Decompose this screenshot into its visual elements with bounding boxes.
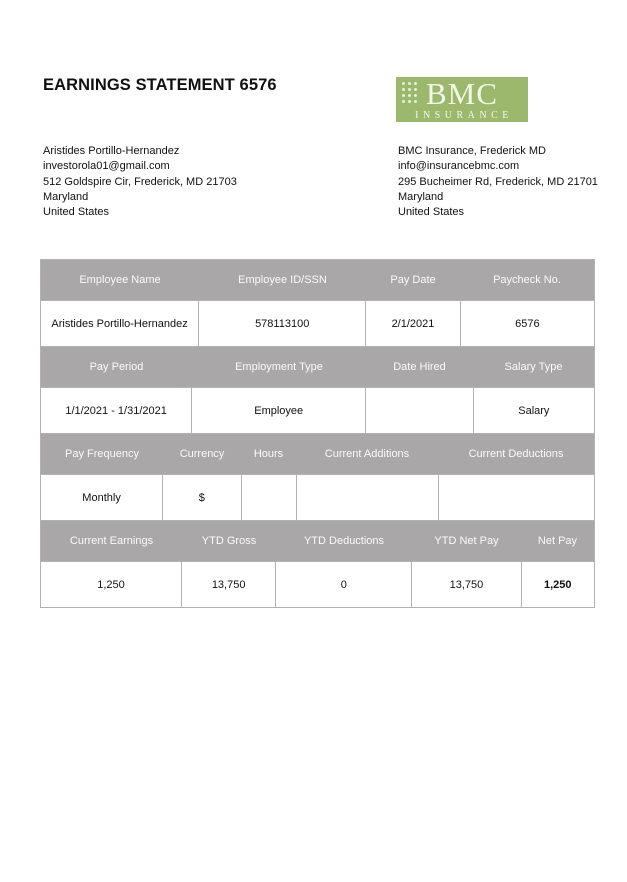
cell-net-pay: 1,250 [521, 562, 594, 607]
cell-pay-frequency: Monthly [82, 491, 121, 504]
table-header-row-3 [41, 434, 594, 474]
header-ytd-gross: YTD Gross [201, 535, 257, 547]
cell-employment-type: Employee [191, 388, 365, 433]
earnings-table [40, 259, 595, 608]
company-street: 295 Bucheimer Rd, Frederick, MD 21701 [398, 175, 598, 188]
table-header-row-2 [41, 347, 594, 387]
employee-address-block [43, 144, 237, 220]
cell-currency: $ [162, 475, 240, 520]
header-employee-id: Employee ID/SSN [238, 274, 327, 286]
header-current-earnings: Current Earnings [69, 535, 154, 547]
header-pay-frequency: Pay Frequency [65, 448, 139, 460]
table-row [41, 561, 594, 607]
cell-pay-date: 2/1/2021 [365, 301, 459, 346]
table-header-row-4 [41, 521, 594, 561]
header-paycheck-no: Paycheck No. [493, 274, 561, 286]
employee-country: United States [43, 206, 110, 219]
logo-brand: BMC [426, 76, 498, 111]
header-employment-type: Employment Type [235, 361, 323, 373]
employee-name: Aristides Portillo-Hernandez [43, 145, 180, 157]
header-net-pay: Net Pay [537, 535, 578, 547]
table-row [41, 387, 594, 434]
company-email: info@insurancebmc.com [398, 160, 520, 173]
employee-state: Maryland [43, 190, 89, 203]
header-pay-date: Pay Date [390, 274, 436, 286]
employee-street: 512 Goldspire Cir, Frederick, MD 21703 [43, 175, 237, 188]
company-country: United States [398, 206, 465, 219]
cell-ytd-gross: 13,750 [181, 562, 275, 607]
company-address-block [398, 144, 598, 220]
cell-pay-period: 1/1/2021 - 1/31/2021 [65, 404, 167, 417]
cell-current-deductions [438, 475, 594, 520]
employee-email: investorola01@gmail.com [43, 160, 170, 173]
cell-salary-type: Salary [473, 388, 594, 433]
cell-hours [241, 475, 297, 520]
header-hours: Hours [253, 448, 284, 460]
cell-date-hired [365, 388, 472, 433]
header-date-hired: Date Hired [393, 361, 446, 373]
logo-subtitle: INSURANCE [415, 110, 513, 121]
table-header-row-1 [41, 260, 594, 300]
table-row [41, 300, 594, 347]
cell-ytd-net-pay: 13,750 [411, 562, 520, 607]
cell-employee-name: Aristides Portillo-Hernandez [51, 317, 188, 330]
header-employee-name: Employee Name [79, 274, 161, 286]
header-current-additions: Current Additions [324, 448, 410, 460]
table-row [41, 474, 594, 521]
header-pay-period: Pay Period [89, 361, 144, 373]
cell-ytd-deductions: 0 [275, 562, 411, 607]
cell-current-additions [296, 475, 438, 520]
cell-employee-id: 578113100 [198, 301, 365, 346]
bmc-insurance-logo [396, 77, 528, 122]
header-salary-type: Salary Type [504, 361, 563, 373]
header-currency: Currency [179, 448, 225, 460]
header-ytd-net-pay: YTD Net Pay [434, 535, 499, 547]
statement-title: EARNINGS STATEMENT 6576 [43, 76, 277, 94]
logo-dots-icon [402, 82, 422, 108]
cell-current-earnings: 1,250 [97, 578, 125, 591]
header-ytd-deductions: YTD Deductions [303, 535, 385, 547]
header-current-deductions: Current Deductions [468, 448, 564, 460]
company-state: Maryland [398, 190, 444, 203]
company-name: BMC Insurance, Frederick MD [398, 145, 546, 157]
cell-paycheck-no: 6576 [460, 301, 594, 346]
